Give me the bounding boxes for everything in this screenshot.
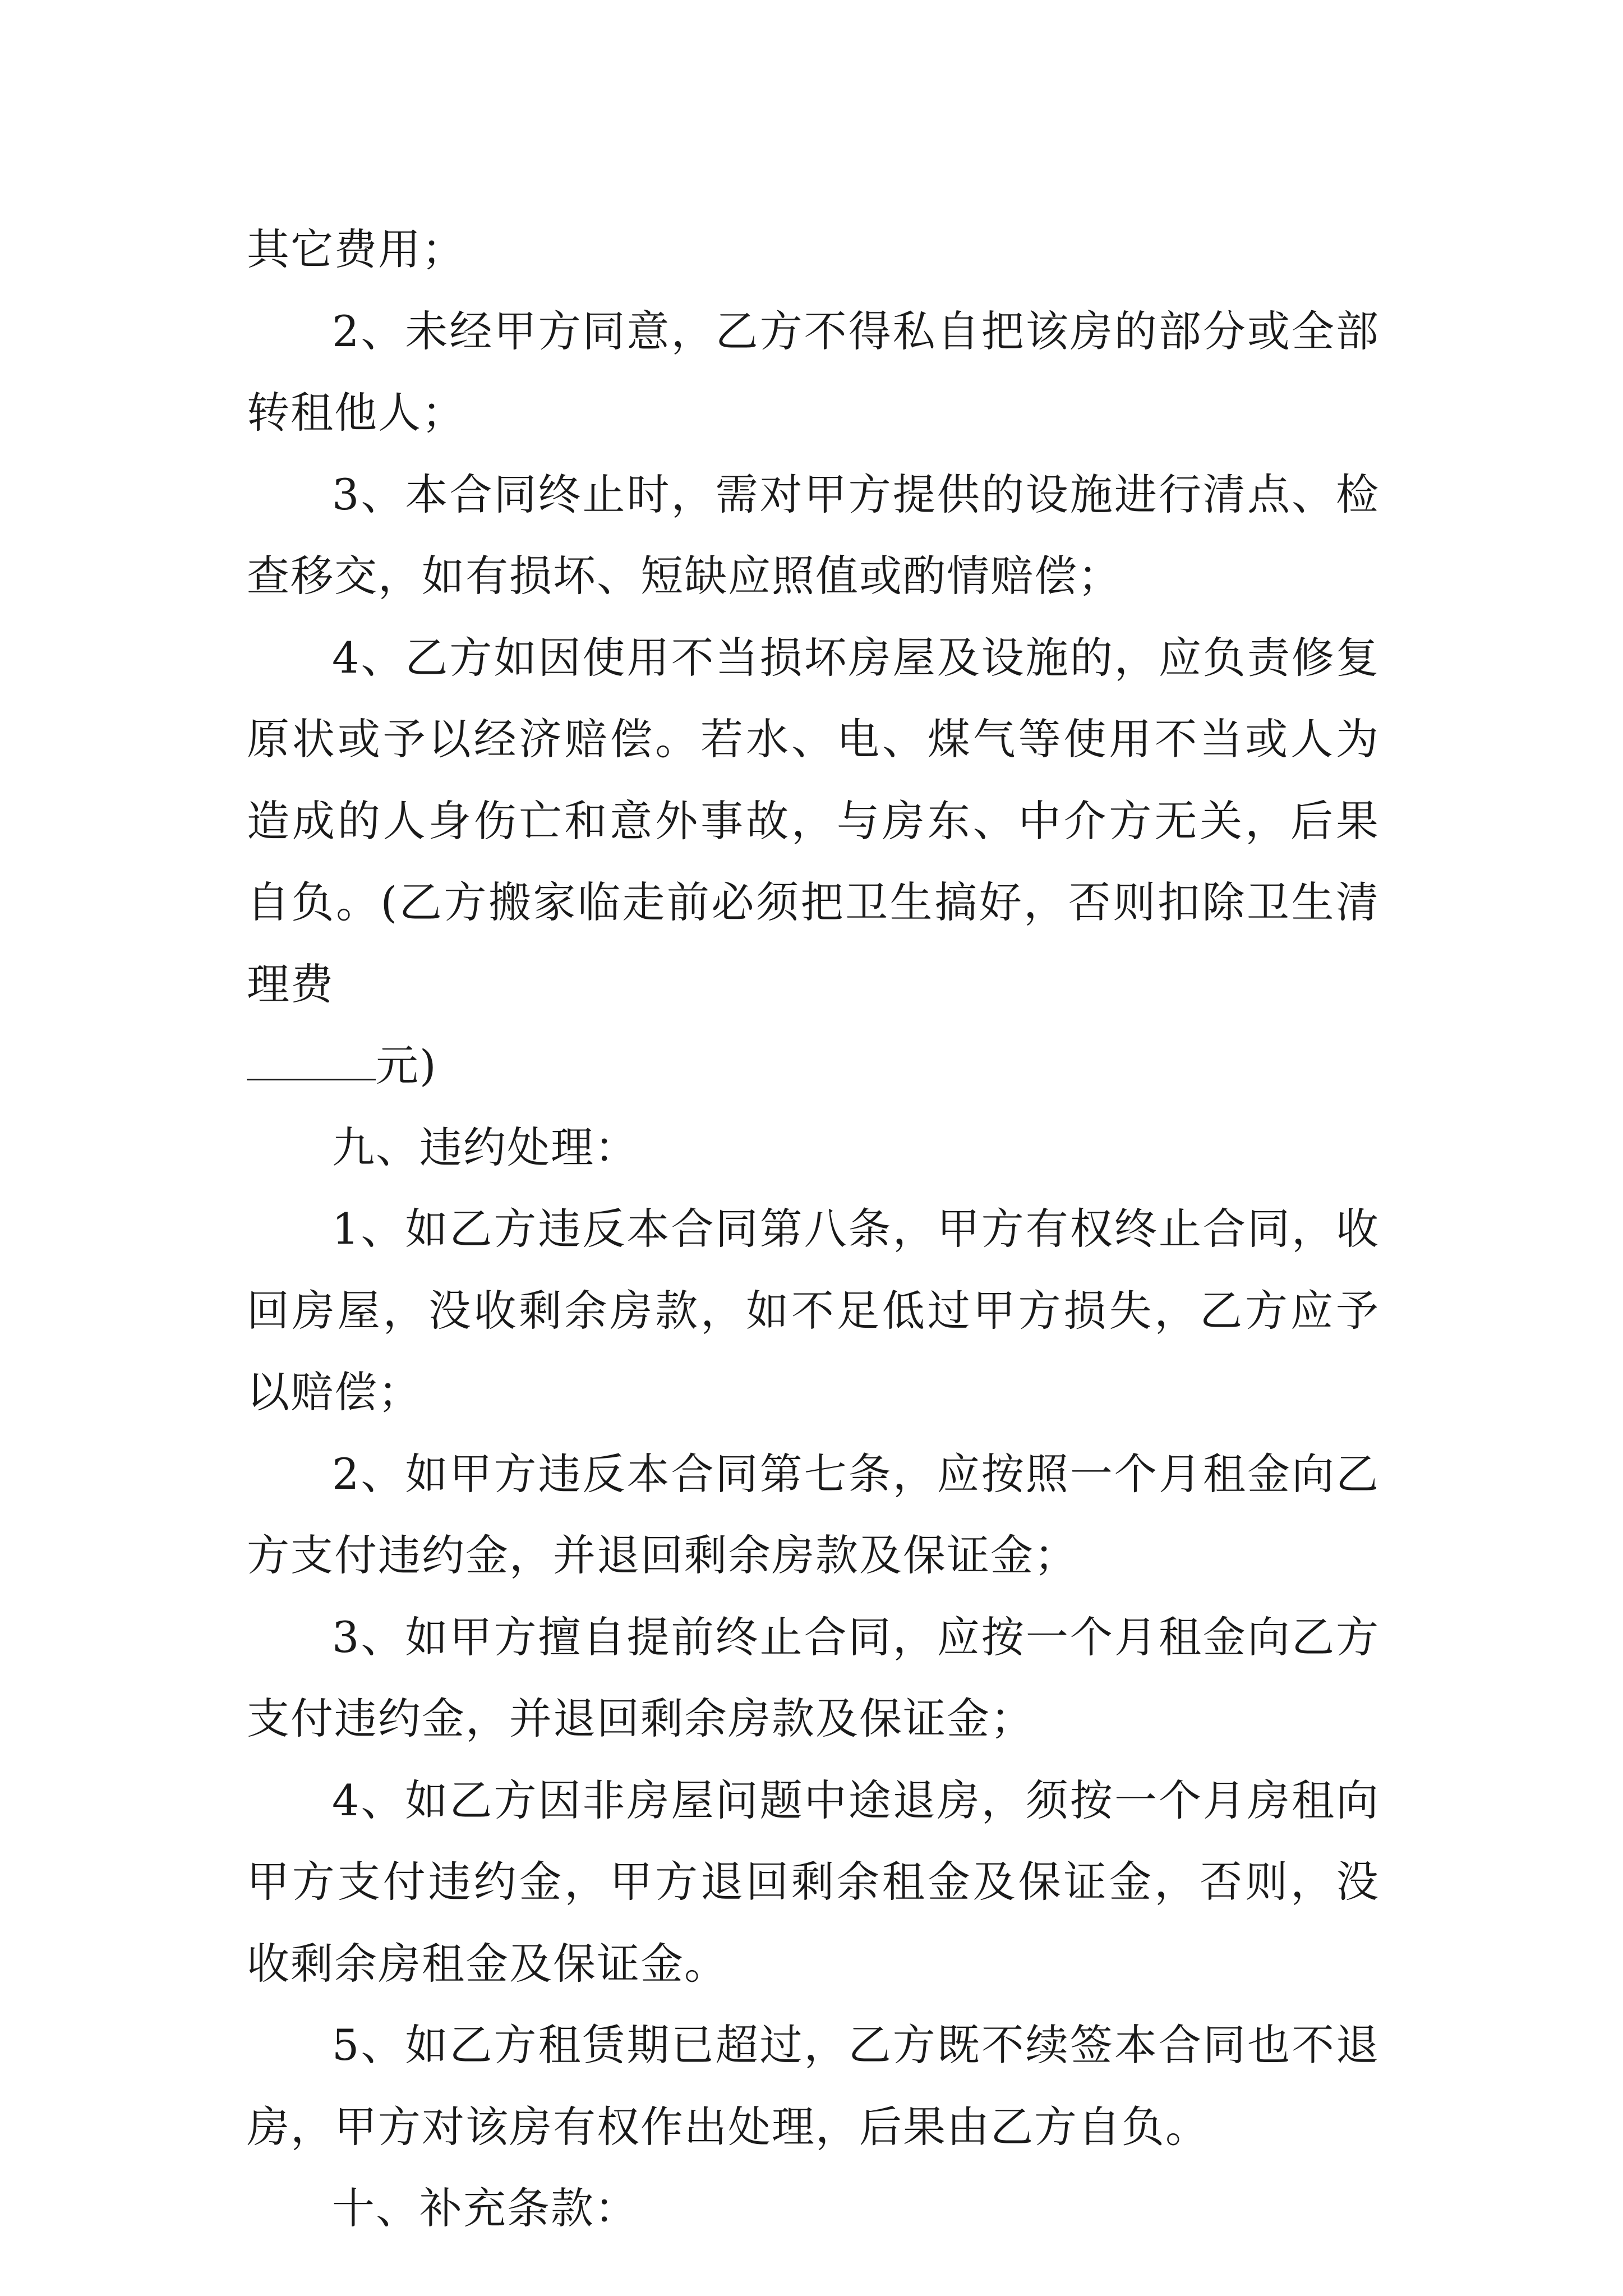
clause-9-3: 3、如甲方擅自提前终止合同，应按一个月租金向乙方支付违约金，并退回剩余房款及保证金； — [247, 1612, 1380, 1743]
clause-8-4-damage — [247, 617, 1380, 1107]
section-9-heading: 九、违约处理： — [332, 1122, 638, 1172]
clause-9-4: 4、如乙方因非房屋问题中途退房，须按一个月房租向甲方支付违约金，甲方退回剩余租金及保证金，否则，没收剩余房租金及保证金。 — [247, 1775, 1380, 1989]
clause-8-2-sublease: 2、未经甲方同意，乙方不得私自把该房的部分或全部转租他人； — [247, 306, 1380, 438]
clause-9-5: 5、如乙方租赁期已超过，乙方既不续签本合同也不退房，甲方对该房有权作出处理，后果由乙方自负。 — [247, 2020, 1380, 2152]
clause-8-3-handover: 3、本合同终止时，需对甲方提供的设施进行清点、检查移交，如有损坏、短缺应照值或酌情赔偿； — [247, 469, 1380, 601]
cleaning-fee-blank — [247, 1045, 376, 1080]
clause-8-4-text: 4、乙方如因使用不当损坏房屋及设施的，应负责修复原状或予以经济赔偿。若水、电、煤气等使用不当或人为造成的人身伤亡和意外事故，与房东、中介方无关，后果自负。(乙方搬家临走前必须把卫生搞好，否则扣除卫生清理费 — [247, 632, 1380, 1009]
section-10-heading: 十、补充条款： — [332, 2183, 638, 2233]
paragraph-other-fees: 其它费用； — [247, 224, 465, 274]
clause-8-4-tail: 元) — [376, 1041, 437, 1091]
clause-9-2: 2、如甲方违反本合同第七条，应按照一个月租金向乙方支付违约金，并退回剩余房款及保证金； — [247, 1448, 1380, 1580]
clause-9-1: 1、如乙方违反本合同第八条，甲方有权终止合同，收回房屋，没收剩余房款，如不足低过甲方损失，乙方应予以赔偿； — [247, 1204, 1380, 1417]
contract-text — [247, 209, 1380, 2249]
